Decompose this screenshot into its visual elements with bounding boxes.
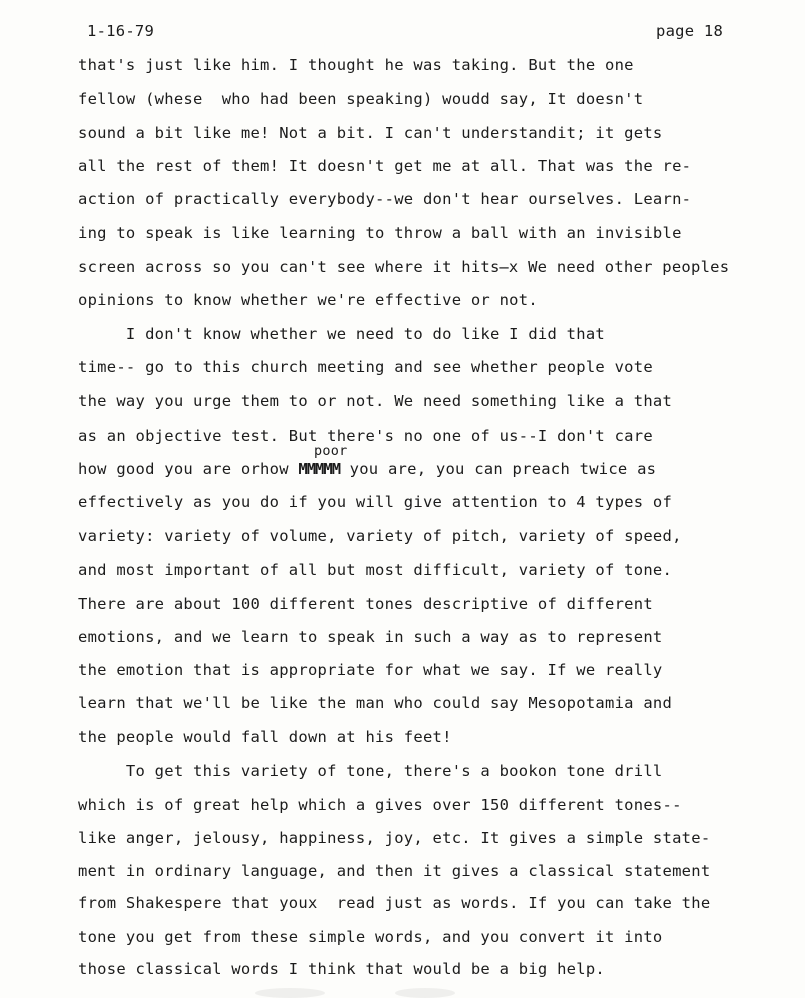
paper-smudge (255, 988, 325, 998)
text-line-3: sound a bit like me! Not a bit. I can't understandit; it gets (78, 124, 663, 142)
text-line-24: like anger, jelousy, happiness, joy, etc. It gives a simple state- (78, 829, 711, 847)
text-line-25: ment in ordinary language, and then it gives a classical statement (78, 862, 711, 880)
struck-out-word: MMMMM (298, 460, 341, 478)
text-line-14: effectively as you do if you will give attention to 4 types of (78, 493, 673, 511)
text-line-26: from Shakespere that youx read just as words. If you can take the (78, 894, 711, 912)
text-line-11: the way you urge them to or not. We need something like a that (78, 392, 673, 410)
text-line-21: the people would fall down at his feet! (78, 728, 452, 746)
text-line-9: I don't know whether we need to do like I did that (78, 325, 605, 343)
paper-smudge (395, 988, 455, 998)
text-line-6: ing to speak is like learning to throw a ball with an invisible (78, 224, 682, 242)
text-line-4: all the rest of them! It doesn't get me at all. That was the re- (78, 157, 692, 175)
text-line-10: time-- go to this church meeting and see whether people vote (78, 358, 653, 376)
text-line-15: variety: variety of volume, variety of pitch, variety of speed, (78, 527, 682, 545)
text-line-19: the emotion that is appropriate for what we say. If we really (78, 661, 663, 679)
text-line-2: fellow (whese who had been speaking) woudd say, It doesn't (78, 90, 644, 108)
line-13-before: how good you are orhow (78, 460, 299, 478)
text-line-20: learn that we'll be like the man who could say Mesopotamia and (78, 694, 673, 712)
text-line-8: opinions to know whether we're effective or not. (78, 291, 538, 309)
text-line-17: There are about 100 different tones descriptive of different (78, 595, 653, 613)
text-line-22: To get this variety of tone, there's a bookon tone drill (78, 762, 663, 780)
text-line-18: emotions, and we learn to speak in such a way as to represent (78, 628, 663, 646)
text-line-23: which is of great help which a gives over 150 different tones-- (78, 796, 682, 814)
page-date: 1-16-79 (87, 22, 155, 40)
text-line-13 (78, 460, 656, 478)
inserted-word: poor (314, 443, 348, 459)
text-line-12: as an objective test. But there's no one of us--I don't care (78, 427, 653, 445)
text-line-7: screen across so you can't see where it hits̶x We need other peoples (78, 258, 730, 276)
text-line-16: and most important of all but most difficult, variety of tone. (78, 561, 673, 579)
text-line-28: those classical words I think that would be a big help. (78, 960, 605, 978)
line-13-after: you are, you can preach twice as (340, 460, 657, 478)
text-line-5: action of practically everybody--we don't hear ourselves. Learn- (78, 190, 692, 208)
page-number: page 18 (656, 22, 724, 40)
text-line-27: tone you get from these simple words, and you convert it into (78, 928, 663, 946)
text-line-1: that's just like him. I thought he was taking. But the one (78, 56, 634, 74)
